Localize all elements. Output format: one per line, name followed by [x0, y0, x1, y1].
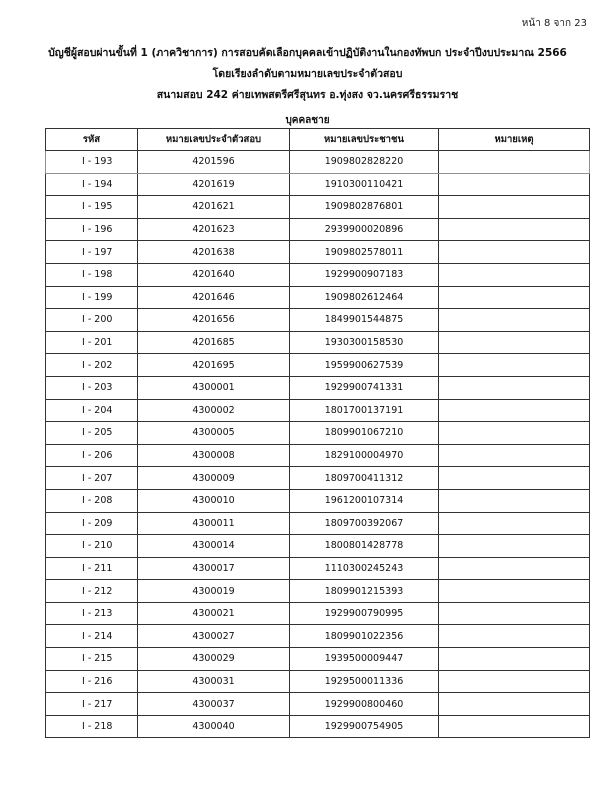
cell-code: I - 218 [46, 715, 138, 738]
cell-code: I - 214 [46, 625, 138, 648]
cell-exam-id: 4300001 [138, 376, 290, 399]
column-header-exam-id: หมายเลขประจำตัวสอบ [138, 129, 290, 151]
cell-citizen-id: 1909802876801 [290, 196, 439, 219]
cell-code: I - 207 [46, 467, 138, 490]
candidate-table [45, 128, 590, 738]
table-row [46, 625, 590, 648]
cell-note [439, 670, 590, 693]
header-exam-venue: สนามสอบ 242 ค่ายเทพสตรีศรีสุนทร อ.ทุ่งสง จว.นครศรีธรรมราช [156, 89, 459, 101]
cell-code: I - 209 [46, 512, 138, 535]
cell-citizen-id: 1809700411312 [290, 467, 439, 490]
cell-code: I - 203 [46, 376, 138, 399]
cell-code: I - 195 [46, 196, 138, 219]
table-row [46, 309, 590, 332]
table-row [46, 512, 590, 535]
cell-note [439, 286, 590, 309]
cell-note [439, 399, 590, 422]
cell-note [439, 218, 590, 241]
cell-citizen-id: 1801700137191 [290, 399, 439, 422]
cell-exam-id: 4201685 [138, 331, 290, 354]
header-title: บัญชีผู้สอบผ่านขั้นที่ 1 (ภาควิชาการ) การสอบคัดเลือกบุคคลเข้าปฏิบัติงานในกองทัพบก ประจำปีงบประมาณ 2566 [48, 47, 567, 59]
table-row [46, 331, 590, 354]
cell-citizen-id: 1910300110421 [290, 173, 439, 196]
cell-citizen-id: 1909802828220 [290, 151, 439, 174]
cell-code: I - 210 [46, 535, 138, 558]
cell-note [439, 535, 590, 558]
cell-exam-id: 4201623 [138, 218, 290, 241]
cell-citizen-id: 1929500011336 [290, 670, 439, 693]
cell-citizen-id: 1809700392067 [290, 512, 439, 535]
cell-exam-id: 4300031 [138, 670, 290, 693]
cell-citizen-id: 1110300245243 [290, 557, 439, 580]
table-row [46, 670, 590, 693]
cell-exam-id: 4201646 [138, 286, 290, 309]
cell-citizen-id: 1930300158530 [290, 331, 439, 354]
table-header-row [46, 129, 590, 151]
cell-code: I - 200 [46, 309, 138, 332]
cell-citizen-id: 1929900907183 [290, 263, 439, 286]
cell-exam-id: 4300009 [138, 467, 290, 490]
cell-note [439, 331, 590, 354]
cell-exam-id: 4300008 [138, 444, 290, 467]
cell-note [439, 625, 590, 648]
cell-exam-id: 4300019 [138, 580, 290, 603]
cell-exam-id: 4201621 [138, 196, 290, 219]
table-row [46, 693, 590, 716]
table-row [46, 648, 590, 671]
cell-exam-id: 4300027 [138, 625, 290, 648]
cell-code: I - 216 [46, 670, 138, 693]
column-header-note: หมายเหตุ [439, 129, 590, 151]
table-row [46, 286, 590, 309]
cell-code: I - 215 [46, 648, 138, 671]
table-row [46, 715, 590, 738]
table-row [46, 489, 590, 512]
cell-citizen-id: 1961200107314 [290, 489, 439, 512]
cell-code: I - 208 [46, 489, 138, 512]
table-row [46, 151, 590, 174]
cell-exam-id: 4300010 [138, 489, 290, 512]
cell-citizen-id: 1809901215393 [290, 580, 439, 603]
table-row [46, 422, 590, 445]
cell-code: I - 213 [46, 602, 138, 625]
cell-note [439, 173, 590, 196]
cell-exam-id: 4300017 [138, 557, 290, 580]
cell-citizen-id: 1829100004970 [290, 444, 439, 467]
table-row [46, 580, 590, 603]
cell-note [439, 512, 590, 535]
cell-exam-id: 4300029 [138, 648, 290, 671]
cell-note [439, 444, 590, 467]
cell-code: I - 194 [46, 173, 138, 196]
cell-citizen-id: 1909802612464 [290, 286, 439, 309]
cell-exam-id: 4300014 [138, 535, 290, 558]
cell-citizen-id: 1909802578011 [290, 241, 439, 264]
header-category: บุคคลชาย [285, 115, 330, 126]
cell-code: I - 201 [46, 331, 138, 354]
table-row [46, 399, 590, 422]
table-body [46, 151, 590, 738]
cell-citizen-id: 1809901022356 [290, 625, 439, 648]
cell-citizen-id: 1959900627539 [290, 354, 439, 377]
cell-code: I - 193 [46, 151, 138, 174]
cell-citizen-id: 1849901544875 [290, 309, 439, 332]
cell-exam-id: 4300021 [138, 602, 290, 625]
document-header [0, 46, 615, 128]
cell-citizen-id: 1929900790995 [290, 602, 439, 625]
cell-note [439, 422, 590, 445]
table-row [46, 173, 590, 196]
cell-note [439, 715, 590, 738]
cell-exam-id: 4201695 [138, 354, 290, 377]
table-row [46, 354, 590, 377]
cell-code: I - 198 [46, 263, 138, 286]
table-row [46, 218, 590, 241]
cell-code: I - 212 [46, 580, 138, 603]
cell-exam-id: 4201640 [138, 263, 290, 286]
cell-exam-id: 4300002 [138, 399, 290, 422]
column-header-citizen-id: หมายเลขประชาชน [290, 129, 439, 151]
page-indicator: หน้า 8 จาก 23 [521, 18, 587, 29]
cell-note [439, 580, 590, 603]
cell-note [439, 489, 590, 512]
cell-note [439, 196, 590, 219]
cell-citizen-id: 1809901067210 [290, 422, 439, 445]
table-row [46, 376, 590, 399]
cell-code: I - 196 [46, 218, 138, 241]
cell-code: I - 197 [46, 241, 138, 264]
cell-note [439, 693, 590, 716]
table-row [46, 444, 590, 467]
cell-exam-id: 4300040 [138, 715, 290, 738]
table-row [46, 263, 590, 286]
cell-note [439, 354, 590, 377]
cell-exam-id: 4300005 [138, 422, 290, 445]
column-header-code: รหัส [46, 129, 138, 151]
table-row [46, 241, 590, 264]
cell-note [439, 602, 590, 625]
cell-exam-id: 4300011 [138, 512, 290, 535]
cell-note [439, 376, 590, 399]
cell-citizen-id: 1929900741331 [290, 376, 439, 399]
cell-code: I - 205 [46, 422, 138, 445]
cell-note [439, 241, 590, 264]
cell-code: I - 204 [46, 399, 138, 422]
cell-citizen-id: 1929900754905 [290, 715, 439, 738]
cell-note [439, 648, 590, 671]
table-row [46, 535, 590, 558]
cell-exam-id: 4201596 [138, 151, 290, 174]
cell-note [439, 557, 590, 580]
cell-code: I - 217 [46, 693, 138, 716]
header-sort-order: โดยเรียงลำดับตามหมายเลขประจำตัวสอบ [212, 68, 403, 80]
cell-exam-id: 4201638 [138, 241, 290, 264]
cell-note [439, 309, 590, 332]
table-row [46, 467, 590, 490]
cell-code: I - 211 [46, 557, 138, 580]
cell-note [439, 151, 590, 174]
table-row [46, 196, 590, 219]
table-row [46, 602, 590, 625]
cell-exam-id: 4201656 [138, 309, 290, 332]
cell-note [439, 263, 590, 286]
cell-note [439, 467, 590, 490]
cell-citizen-id: 1939500009447 [290, 648, 439, 671]
cell-code: I - 202 [46, 354, 138, 377]
table-row [46, 557, 590, 580]
cell-citizen-id: 2939900020896 [290, 218, 439, 241]
cell-code: I - 199 [46, 286, 138, 309]
cell-citizen-id: 1800801428778 [290, 535, 439, 558]
cell-code: I - 206 [46, 444, 138, 467]
cell-citizen-id: 1929900800460 [290, 693, 439, 716]
cell-exam-id: 4201619 [138, 173, 290, 196]
cell-exam-id: 4300037 [138, 693, 290, 716]
